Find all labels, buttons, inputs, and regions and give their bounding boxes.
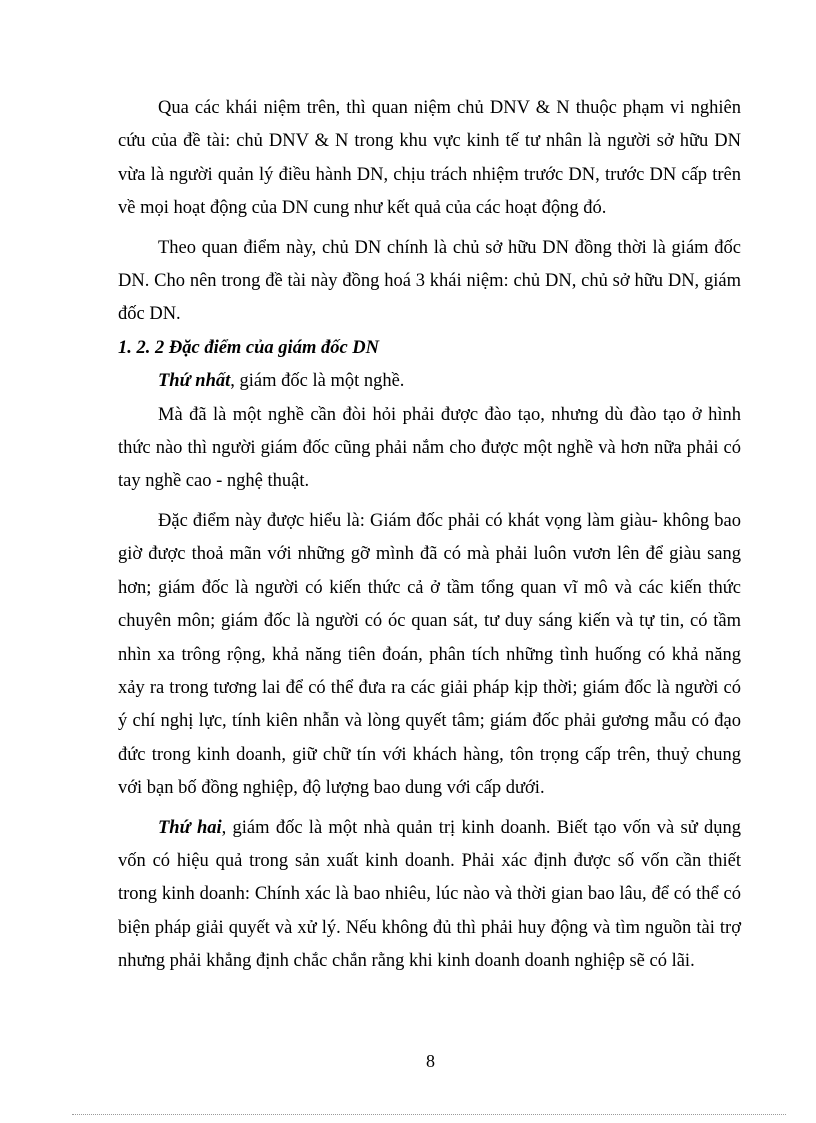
footer-divider bbox=[72, 1114, 786, 1115]
second-point-text: , giám đốc là một nhà quản trị kinh doanh. Biết tạo vốn và sử dụng vốn có hiệu quả trong sản xuất kinh doanh. Phải xác định được số vốn cần thiết trong kinh doanh: Chính xác là bao nhiêu, lúc nào và thời gian bao lâu, để có thể có biện pháp giải quyết và xử lý. Nếu không đủ thì phải huy động và tìm nguồn tài trợ nhưng phải khẳng định chắc chắn rằng khi kinh doanh doanh nghiệp sẽ có lãi. bbox=[118, 817, 741, 972]
first-point-lead: Thứ nhất bbox=[158, 371, 231, 392]
paragraph-viewpoint: Theo quan điểm này, chủ DN chính là chủ sở hữu DN đồng thời là giám đốc DN. Cho nên trong đề tài này đồng hoá 3 khái niệm: chủ DN, chủ sở hữu DN, giám đốc DN. bbox=[118, 237, 741, 325]
paragraph-training: Mà đã là một nghề cần đòi hỏi phải được đào tạo, nhưng dù đào tạo ở hình thức nào thì người giám đốc cũng phải nắm cho được một nghề và hơn nữa phải có tay nghề cao - nghệ thuật. bbox=[118, 404, 741, 492]
second-point-lead: Thứ hai bbox=[158, 817, 222, 838]
paragraph-first-point bbox=[118, 365, 741, 398]
paragraph-characteristics: Đặc điểm này được hiểu là: Giám đốc phải có khát vọng làm giàu- không bao giờ được thoả mãn với những gỡ mình đã có mà phải luôn vươn lên để giàu sang hơn; giám đốc là người có kiến thức cả ở tầm tổng quan vĩ mô và các kiến thức chuyên môn; giám đốc là người có óc quan sát, tư duy sáng kiến và tự tin, có tầm nhìn xa trông rộng, khả năng tiên đoán, phân tích những tình huống có khả năng xảy ra trong tương lai để có thể đưa ra các giải pháp kịp thời; giám đốc là người có ý chí nghị lực, tính kiên nhẫn và lòng quyết tâm; giám đốc phải gương mẫu có đạo đức trong kinh doanh, giữ chữ tín với khách hàng, tôn trọng cấp trên, thuỷ chung với bạn bố đồng nghiệp, độ lượng bao dung với cấp dưới. bbox=[118, 510, 741, 799]
section-heading: 1. 2. 2 Đặc điểm của giám đốc DN bbox=[118, 337, 380, 358]
first-point-text: , giám đốc là một nghề. bbox=[230, 371, 405, 392]
paragraph-scope: Qua các khái niệm trên, thì quan niệm chủ DNV & N thuộc phạm vi nghiên cứu của đề tài: chủ DNV & N trong khu vực kinh tế tư nhân là người sở hữu DN vừa là người quản lý điều hành DN, chịu trách nhiệm trước DN, trước DN cấp trên về mọi hoạt động của DN cung như kết quả của các hoạt động đó. bbox=[118, 98, 741, 219]
page-number: 8 bbox=[426, 1051, 435, 1071]
paragraph-second-point bbox=[118, 812, 741, 979]
document-page bbox=[118, 92, 741, 979]
